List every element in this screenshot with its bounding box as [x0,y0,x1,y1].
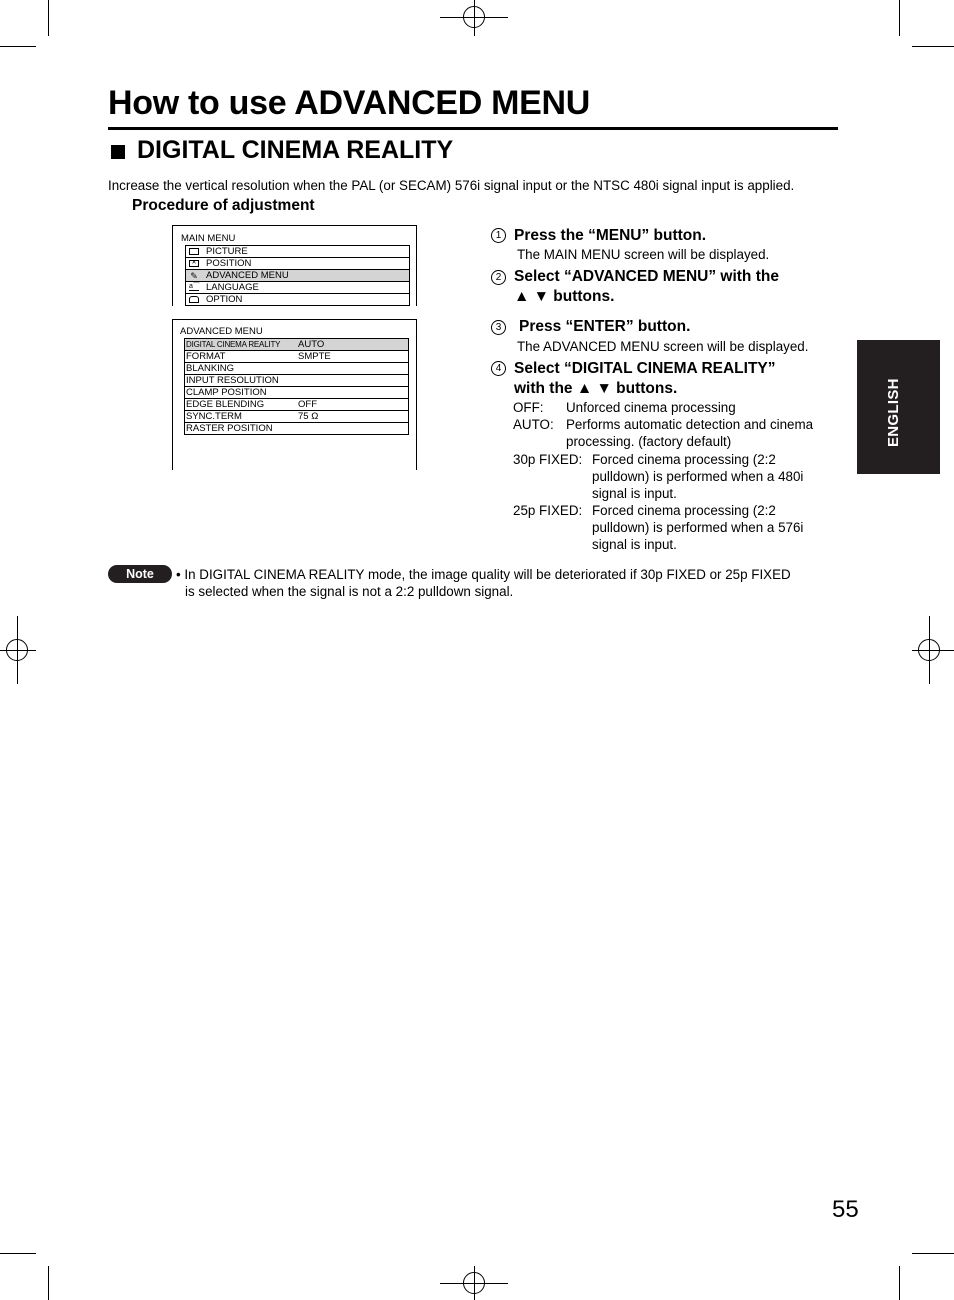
advanced-menu-item-input-resolution[interactable] [185,375,408,387]
picture-icon [189,248,199,255]
step-1-description: The MAIN MENU screen will be displayed. [517,247,770,262]
step-1-title: Press the “MENU” button. [514,227,707,244]
option-desc: pulldown) is performed when a 480i [592,469,804,484]
option-desc: Forced cinema processing (2:2 [592,452,776,467]
advanced-menu-item-digital-cinema-reality[interactable] [185,339,408,351]
title-rule [108,127,838,130]
step-3-description: The ADVANCED MENU screen will be displayed. [517,339,809,354]
main-menu-item-option[interactable] [186,294,409,305]
advanced-menu-title: ADVANCED MENU [180,326,263,337]
advanced-menu-list [184,338,409,435]
menu-item-label: PICTURE [206,246,248,257]
option-desc: Forced cinema processing (2:2 [592,503,776,518]
menu-item-label: DIGITAL CINEMA REALITY [186,340,281,349]
step-2-title-line1: Select “ADVANCED MENU” with the [514,268,779,285]
menu-item-label: FORMAT [186,351,226,362]
note-line-1: • In DIGITAL CINEMA REALITY mode, the image quality will be deteriorated if 30p FIXED or 25p FIXED [176,567,791,582]
step-2-title-line2: ▲ ▼ buttons. [514,288,615,305]
option-desc: signal is input. [592,537,677,552]
language-tab [857,340,940,474]
option-desc: Unforced cinema processing [566,400,736,415]
step-4-number: 4 [491,361,506,376]
step-2-number: 2 [491,270,506,285]
advanced-menu-item-raster-position[interactable] [185,423,408,434]
section-title: DIGITAL CINEMA REALITY [137,136,454,164]
main-menu-item-advanced-menu[interactable] [186,270,409,282]
option-key: OFF: [513,400,544,415]
language-icon: a⌒ [189,283,200,290]
advanced-menu-icon: ✎ [190,271,198,281]
menu-item-value: SMPTE [298,351,331,362]
option-key: 30p FIXED: [513,452,583,467]
position-icon: ✕ [189,260,199,267]
step-1-number: 1 [491,228,506,243]
menu-item-label: EDGE BLENDING [186,399,265,410]
menu-item-label: BLANKING [186,363,235,374]
option-desc: pulldown) is performed when a 576i [592,520,804,535]
menu-item-value: 75 Ω [298,411,319,422]
menu-item-value: AUTO [298,339,325,350]
menu-item-label: POSITION [206,258,252,269]
language-tab-label: ENGLISH [885,378,902,447]
menu-item-label: LANGUAGE [206,282,259,293]
option-30p-fixed [513,451,843,503]
option-key: 25p FIXED: [513,503,583,518]
option-desc: signal is input. [592,486,677,501]
main-menu-item-language[interactable] [186,282,409,294]
intro-text: Increase the vertical resolution when the PAL (or SECAM) 576i signal input or the NTSC 480i signal input is applied. [108,178,795,193]
advanced-menu-item-sync-term[interactable] [185,411,408,423]
menu-item-label: OPTION [206,294,243,305]
main-menu-item-picture[interactable] [186,246,409,258]
advanced-menu-item-blanking[interactable] [185,363,408,375]
advanced-menu-screen [172,319,417,470]
step-3-title: Press “ENTER” button. [519,318,691,335]
option-key: AUTO: [513,417,554,432]
page-number: 55 [832,1196,859,1223]
note-line-2: is selected when the signal is not a 2:2 pulldown signal. [185,584,514,600]
main-menu-screen [172,225,417,306]
advanced-menu-item-edge-blending[interactable] [185,399,408,411]
main-menu-item-position[interactable] [186,258,409,270]
page-title: How to use ADVANCED MENU [108,84,591,122]
menu-item-label: INPUT RESOLUTION [186,375,279,386]
note-badge: Note [108,565,172,583]
main-menu-list [185,245,410,306]
step-3-number: 3 [491,320,506,335]
option-icon [189,296,199,303]
menu-item-label: RASTER POSITION [186,423,273,434]
procedure-heading: Procedure of adjustment [132,197,315,214]
main-menu-title: MAIN MENU [181,233,236,244]
section-bullet-icon [111,145,125,159]
step-4-title-line2: with the ▲ ▼ buttons. [514,380,678,397]
option-25p-fixed [513,502,843,554]
step-4-title-line1: Select “DIGITAL CINEMA REALITY” [514,360,776,377]
advanced-menu-item-clamp-position[interactable] [185,387,408,399]
menu-item-label: SYNC.TERM [186,411,242,422]
advanced-menu-item-format[interactable] [185,351,408,363]
menu-item-value: OFF [298,399,317,410]
option-desc: processing. (factory default) [566,434,732,449]
menu-item-label: ADVANCED MENU [206,270,289,281]
note-text [176,566,841,601]
option-auto [513,416,843,452]
option-desc: Performs automatic detection and cinema [566,417,814,432]
menu-item-label: CLAMP POSITION [186,387,267,398]
